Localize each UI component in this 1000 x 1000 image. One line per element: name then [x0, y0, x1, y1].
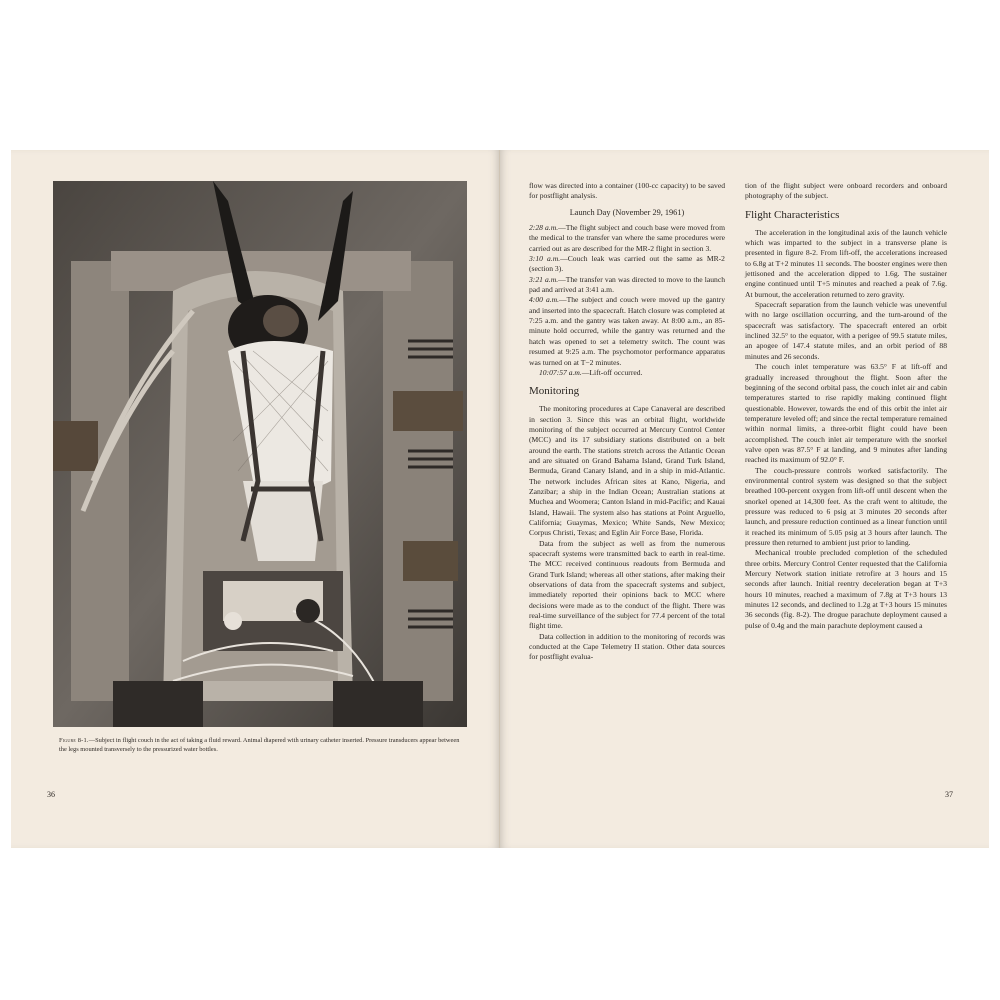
book-gutter [499, 150, 500, 848]
paragraph: tion of the flight subject were onboard recorders and onboard photography of the subject. [745, 181, 947, 201]
entry-time: 10:07:57 a.m. [539, 367, 582, 377]
chimpanzee-couch-photo [53, 181, 467, 727]
entry-text: —The subject and couch were moved up the gantry and inserted into the spacecraft. Hatch closure was completed at 7:25 a.m. and the gantry was taken away. At 8:00 a.m., an 85-minute hold occurred, while the gantry was returned and the hatch was opened to set a telemetry switch. The count was resumed at 9:25 a.m. The psychomotor performance apparatus was turned on at T−2 minutes. [529, 295, 725, 367]
figure-photo [53, 181, 467, 727]
timeline-entry [529, 275, 725, 296]
paragraph: Mechanical trouble precluded completion of the scheduled three orbits. Mercury Control Center requested that the California Mercury Network station initiate retrofire at 3 hours and 15 seconds after launch. Initial reentry deceleration began at T+3 hours 10 minutes, reached a maximum of 7.8g at T+3 hours 13 minutes 12 seconds, and declined to 1.2g at T+3 hours 15 minutes 36 seconds (fig. 8-2). The drogue parachute deployment caused a pulse of 0.4g and the main parachute deployment caused a [745, 548, 947, 630]
paragraph: Data from the subject as well as from the numerous spacecraft systems were transmitted back to earth in real-time. The MCC received continuous readouts from Bermuda and Grand Turk Island; whereas all other stations, after making their observations of data from the spacecraft systems and subject, immediately reported their opinions back to MCC where decisions were made as to the conduct of the flight. There was real-time surveillance of the subject for 77.4 percent of the total flight time. [529, 538, 725, 631]
page-number-left: 36 [47, 790, 55, 799]
timeline-entry [529, 368, 725, 378]
paragraph: The couch-pressure controls worked satisfactorily. The environmental control system was designed so that the subject breathed 100-percent oxygen from lift-off until descent when the snorkel opened at 14,300 feet. As the craft went to altitude, the pressure was reduced to 6 psig at 3 minutes 20 seconds after launch, and pressure reduction continued as a linear function until it reached its minimum of 5.05 psig at 3 hours after launch. The pressure then returned to ambient just prior to landing. [745, 465, 947, 547]
timeline-entry [529, 295, 725, 367]
flight-characteristics-heading: Flight Characteristics [745, 208, 840, 221]
figure-caption-text: —Subject in flight couch in the act of taking a fluid reward. Animal diapered with urinary catheter inserted. Pressure transducers appear between the legs mounted transversely to the pressurized water bottles. [59, 737, 460, 753]
right-page-column-1 [529, 181, 725, 663]
paragraph: Spacecraft separation from the launch vehicle was uneventful with no large oscillation occurring, and the turn-around of the spacecraft was satisfactory. The spacecraft entered an orbit inclined 32.5° to the equator, with a perigee of 99.5 statute miles, an apogee of 147.4 statute miles, and an orbit period of 88 minutes and 26 seconds. [745, 300, 947, 361]
entry-time: 3:21 a.m. [529, 274, 559, 284]
entry-text: —Couch leak was carried out the same as MR-2 (section 3). [529, 254, 725, 274]
figure-caption [59, 736, 463, 754]
entry-time: 3:10 a.m. [529, 254, 561, 264]
timeline-entry [529, 223, 725, 254]
entry-text: —The transfer van was directed to move to the launch pad and arrived at 3:41 a.m. [529, 274, 726, 295]
paragraph: The acceleration in the longitudinal axis of the launch vehicle which was imparted to the subject in a transverse plane is presented in figure 8-2. From lift-off, the accelerations increased to 6.8g at T+2 minutes 11 seconds. The booster engines were then jettisoned and the acceleration dipped to 1.6g. The sustainer engine continued until T+5 minutes and reached a peak of 7.6g. At burnout, the acceleration returned to zero gravity. [745, 227, 947, 299]
entry-time: 4:00 a.m. [529, 295, 560, 305]
right-page-column-2 [745, 181, 947, 631]
paragraph: Data collection in addition to the monitoring of records was conducted at the Cape Telemetry II station. Other data sources for postflight evalua- [529, 631, 725, 662]
paragraph: The monitoring procedures at Cape Canaveral are described in section 3. Since this was an orbital flight, worldwide monitoring of the subject occurred at Mercury Control Center (MCC) and its 17 subsidiary stations distributed on a belt around the earth. The stations stretch across the Atlantic Ocean and are situated on Grand Bahama Island, Grand Turk Island, Bermuda, Grand Canary Island, and in a ship in mid-Atlantic. The network includes African sites at Kano, Nigeria, and Zanzibar; a ship in the Indian Ocean; Australian stations at Muchea and Woomera; Canton Island in mid-Pacific; and Kauai Island, Hawaii. The system also has stations at Point Arguello, California; Guaymas, Mexico; White Sands, New Mexico; Corpus Christi, Texas; and Eglin Air Force Base, Florida. [529, 404, 725, 538]
paragraph: The couch inlet temperature was 63.5° F at lift-off and gradually increased throughout the flight. Soon after the beginning of the second orbital pass, the couch inlet air and cabin temperatures started to rise rapidly making continued flight questionable. However, towards the end of this orbit the inlet air temperature leveled off; and since the rectal temperature remained within normal limits, a three-orbit flight could have been accomplished. The couch inlet air temperature with the snorkel valve open was 87.5° F at landing, and 9 minutes after landing reached its maximum of 92.0° F. [745, 362, 947, 465]
entry-text: —The flight subject and couch base were moved from the medical to the transfer van where the same procedures were carried out as are described for the MR-2 flight in section 3. [529, 223, 725, 253]
entry-time: 2:28 a.m. [529, 223, 559, 233]
timeline-entry [529, 254, 725, 275]
monitoring-heading: Monitoring [529, 385, 580, 398]
paragraph: flow was directed into a container (100-cc capacity) to be saved for postflight analysis. [529, 181, 725, 201]
launch-day-heading: Launch Day (November 29, 1961) [569, 207, 685, 217]
entry-text: —Lift-off occurred. [581, 367, 643, 377]
figure-label: Figure 8-1. [59, 737, 89, 744]
page-number-right: 37 [945, 790, 953, 799]
